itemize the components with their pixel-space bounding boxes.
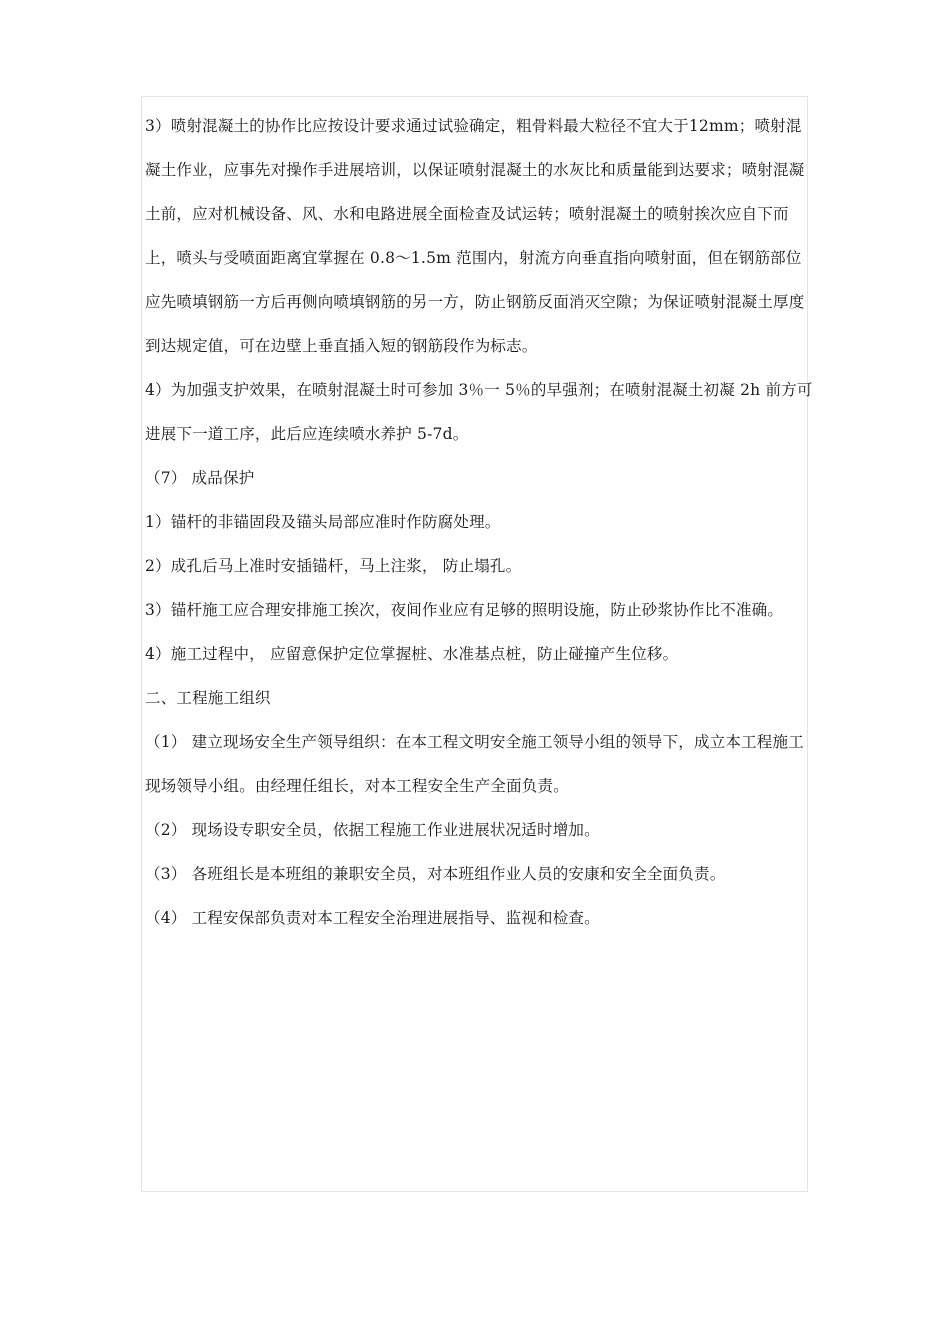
section-heading-construction-organization: 二、工程施工组织 <box>145 689 271 707</box>
paragraph-shotcrete-mix: 3）喷射混凝土的协作比应按设计要求通过试验确定，粗骨料最大粒径不宜大于12mm；喷射混凝土作业，应事先对操作手进展培训，以保证喷射混凝土的水灰比和质量能到达要求；喷射混凝土前，应对机械设备、风、水和电路进展全面检查及试运转；喷射混凝土的喷射挨次应自下而上，喷头与受喷面距离宜掌握在 0.8～1.5m 范围内，射流方向垂直指向喷射面，但在钢筋部位应先喷填钢筋一方后再侧向喷填钢筋的另一方，防止钢筋反面消灭空隙；为保证喷射混凝土厚度到达规定值，可在边壁上垂直插入短的钢筋段作为标志。 <box>145 117 805 355</box>
paragraph-control-pile-protection: 4）施工过程中， 应留意保护定位掌握桩、水准基点桩，防止碰撞产生位移。 <box>145 645 679 663</box>
paragraph-security-department: （4） 工程安保部负责对本工程安全治理进展指导、监视和检查。 <box>145 909 600 927</box>
paragraph-anchor-insertion: 2）成孔后马上准时安插锚杆，马上注浆， 防止塌孔。 <box>145 557 522 575</box>
paragraph-early-strength-agent: 4）为加强支护效果，在喷射混凝土时可参加 3％一 5％的早强剂；在喷射混凝土初凝 2h 前方可进展下一道工序，此后应连续喷水养护 5-7d。 <box>145 381 813 443</box>
paragraph-safety-leadership: （1） 建立现场安全生产领导组织：在本工程文明安全施工领导小组的领导下，成立本工程施工现场领导小组。由经理任组长，对本工程安全生产全面负责。 <box>145 733 804 795</box>
section-heading-product-protection: （7） 成品保护 <box>145 469 255 487</box>
paragraph-team-leader-safety: （3） 各班组长是本班组的兼职安全员，对本班组作业人员的安康和安全全面负责。 <box>145 865 726 883</box>
paragraph-safety-officer: （2） 现场设专职安全员，依据工程施工作业进展状况适时增加。 <box>145 821 600 839</box>
paragraph-anticorrosion: 1）锚杆的非锚固段及锚头局部应准时作防腐处理。 <box>145 513 501 531</box>
document-body <box>145 104 813 940</box>
paragraph-construction-sequence: 3）锚杆施工应合理安排施工挨次，夜间作业应有足够的照明设施，防止砂浆协作比不准确。 <box>145 601 784 619</box>
